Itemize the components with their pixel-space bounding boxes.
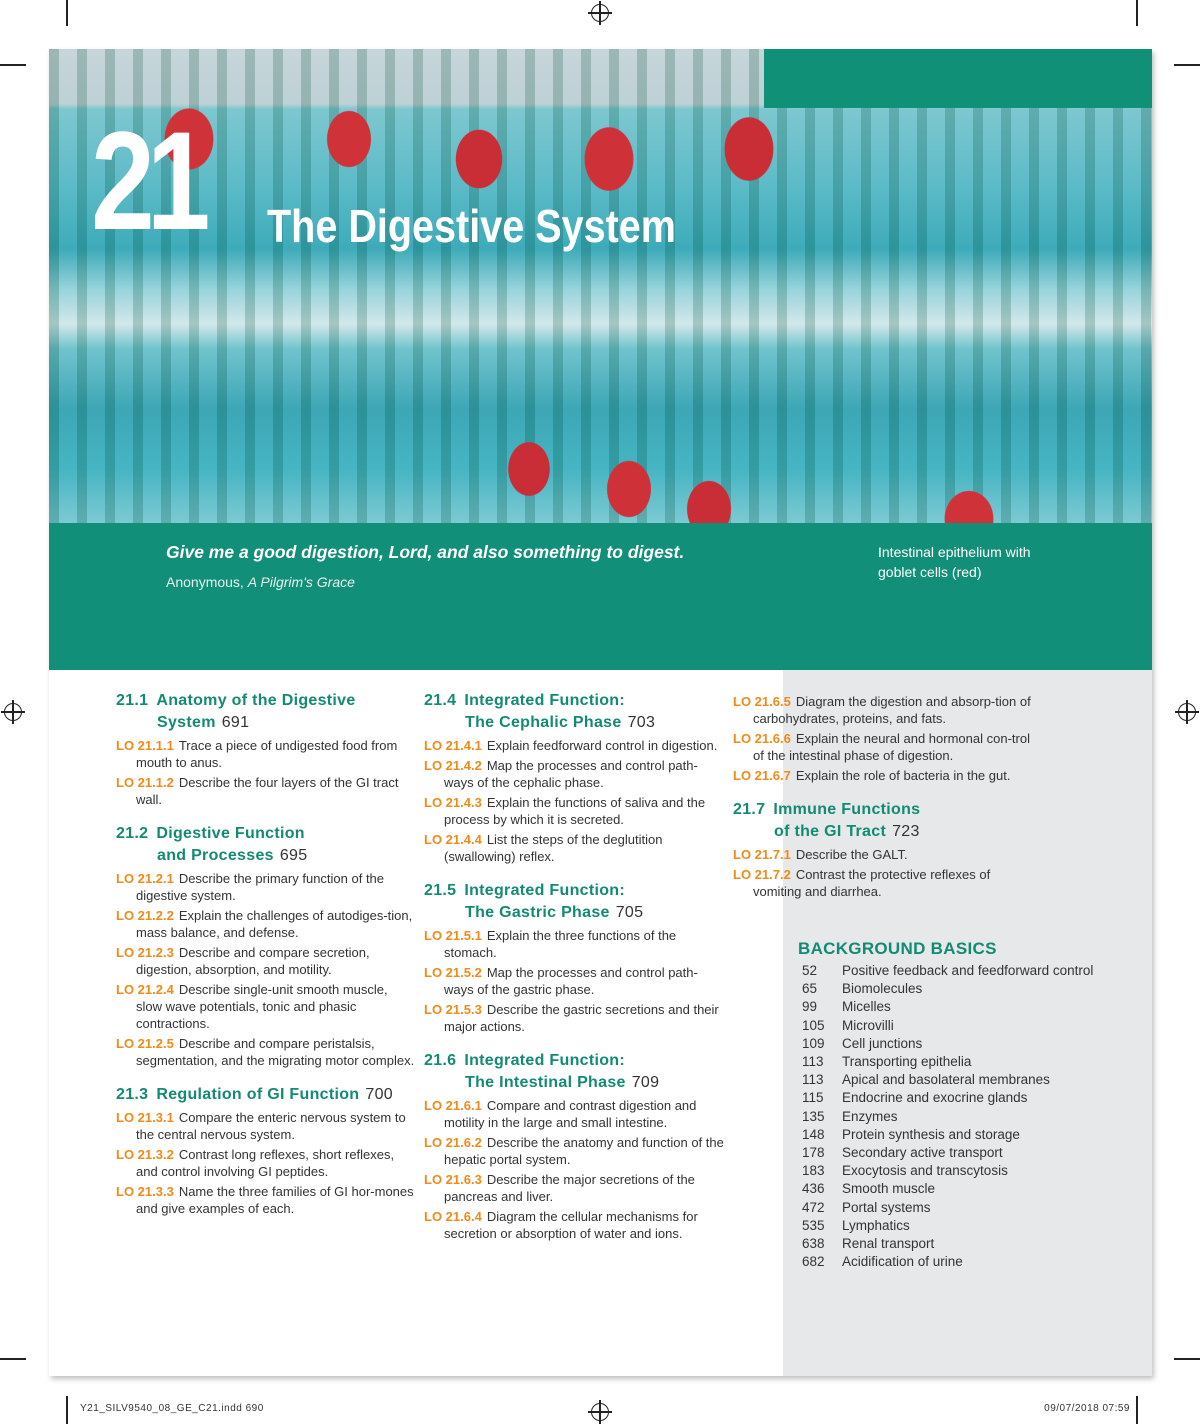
section-title: Integrated Function: <box>464 882 625 899</box>
bb-topic: Endocrine and exocrine glands <box>842 1090 1028 1106</box>
lo-code: LO 21.2.5 <box>116 1036 174 1051</box>
section-page: 691 <box>221 714 250 731</box>
learning-objective <box>116 1146 416 1180</box>
bb-page: 52 <box>802 963 818 978</box>
learning-objective <box>733 730 1033 764</box>
lo-text: Describe single-unit smooth muscle, slow wave potentials, tonic and phasic contractions. <box>136 982 388 1031</box>
section-number: 21.3 <box>116 1086 149 1103</box>
learning-objective <box>733 866 1033 900</box>
section-heading <box>116 1084 416 1106</box>
learning-objective <box>116 944 416 978</box>
epigraph-source: A Pilgrim's Grace <box>247 574 355 590</box>
lo-code: LO 21.6.1 <box>424 1098 482 1113</box>
lo-text: Contrast the protective reflexes of vomiting and diarrhea. <box>753 867 991 899</box>
section-title-line2: The Cephalic Phase <box>465 714 622 731</box>
learning-objective <box>116 1183 416 1217</box>
lo-code: LO 21.6.6 <box>733 731 791 746</box>
lo-text: Name the three families of GI hor-mones and give examples of each. <box>136 1184 414 1216</box>
section-title: Anatomy of the Digestive <box>156 692 356 709</box>
section-page: 705 <box>615 904 644 921</box>
epigraph-attribution <box>166 574 355 590</box>
section-title-line2: The Gastric Phase <box>465 904 610 921</box>
section-number: 21.2 <box>116 825 149 842</box>
background-basics-item <box>802 1199 1102 1217</box>
lo-code: LO 21.5.2 <box>424 965 482 980</box>
background-basics-item <box>802 1035 1102 1053</box>
background-basics-list <box>802 962 1102 1271</box>
learning-objective <box>424 1097 724 1131</box>
lo-text: Explain the three functions of the stomach. <box>444 928 677 960</box>
learning-objective <box>424 757 724 791</box>
bb-page: 65 <box>802 981 818 997</box>
bb-topic: Apical and basolateral membranes <box>842 1072 1050 1088</box>
bb-topic: Micelles <box>842 999 891 1015</box>
lo-text: Explain feedforward control in digestion. <box>486 738 718 753</box>
lo-text: Map the processes and control path-ways of the gastric phase. <box>444 965 698 997</box>
lo-code: LO 21.7.1 <box>733 847 791 862</box>
learning-objective <box>424 831 724 865</box>
section-page: 700 <box>365 1086 393 1103</box>
lo-code: LO 21.6.5 <box>733 694 791 709</box>
learning-objective <box>116 870 416 904</box>
background-basics-item <box>802 1089 1102 1107</box>
toc-section <box>116 690 416 808</box>
section-title: Immune Functions <box>773 801 921 818</box>
learning-objective <box>116 1109 416 1143</box>
bb-page: 535 <box>802 1217 825 1233</box>
epigraph-author: Anonymous, <box>166 574 248 590</box>
lo-text: Describe the primary function of the digestive system. <box>136 871 385 903</box>
lo-code: LO 21.6.2 <box>424 1135 482 1150</box>
crop-mark <box>1174 64 1200 66</box>
bb-page: 183 <box>802 1163 825 1179</box>
lo-code: LO 21.3.1 <box>116 1110 174 1125</box>
crop-mark <box>1136 0 1138 26</box>
bb-page: 115 <box>802 1090 824 1106</box>
bb-page: 109 <box>802 1035 825 1051</box>
bb-page: 178 <box>802 1145 825 1161</box>
lo-text: Describe the GALT. <box>795 847 908 862</box>
bb-topic: Protein synthesis and storage <box>842 1126 1020 1142</box>
lo-code: LO 21.2.2 <box>116 908 174 923</box>
section-title-line2-wrap <box>116 712 416 734</box>
lo-code: LO 21.5.1 <box>424 928 482 943</box>
toc-section <box>116 1084 416 1217</box>
background-basics-item <box>802 980 1102 998</box>
background-basics-item <box>802 962 1102 980</box>
section-number: 21.1 <box>116 692 149 709</box>
lo-code: LO 21.6.7 <box>733 768 791 783</box>
learning-objective <box>424 794 724 828</box>
chapter-number: 21 <box>91 102 203 259</box>
section-heading <box>733 799 1033 843</box>
learning-objective <box>733 846 1033 863</box>
crop-mark <box>0 1358 26 1360</box>
toc-column-2 <box>424 690 724 1257</box>
section-title-line2: System <box>157 714 216 731</box>
toc-section <box>733 799 1033 900</box>
bb-topic: Transporting epithelia <box>842 1054 972 1070</box>
registration-mark-icon <box>4 703 22 721</box>
background-basics-item <box>802 1017 1102 1035</box>
learning-objective <box>733 693 1033 727</box>
crop-mark <box>66 1396 68 1424</box>
learning-objective <box>733 767 1033 784</box>
background-basics-item <box>802 1071 1102 1089</box>
background-basics-item <box>802 1108 1102 1126</box>
crop-mark <box>66 0 68 26</box>
toc-section <box>116 823 416 1069</box>
background-basics-item <box>802 1126 1102 1144</box>
epigraph-quote: Give me a good digestion, Lord, and also something to digest. <box>166 542 685 562</box>
lo-text: Describe the major secretions of the pancreas and liver. <box>444 1172 695 1204</box>
learning-objective <box>424 1208 724 1242</box>
bb-page: 113 <box>802 1054 824 1070</box>
section-heading <box>424 880 724 924</box>
bb-topic: Lymphatics <box>842 1217 910 1233</box>
lo-text: Diagram the digestion and absorp-tion of carbohydrates, proteins, and fats. <box>753 694 1031 726</box>
lo-text: Describe the four layers of the GI tract wall. <box>136 775 399 807</box>
bb-page: 113 <box>802 1072 824 1088</box>
section-title-line2-wrap <box>116 845 416 867</box>
background-basics-item <box>802 1144 1102 1162</box>
background-basics-item <box>802 1253 1102 1271</box>
toc-section <box>424 1050 724 1242</box>
section-heading <box>116 690 416 734</box>
section-number: 21.7 <box>733 801 766 818</box>
section-title: Regulation of GI Function <box>156 1086 360 1103</box>
learning-objective <box>116 981 416 1032</box>
learning-objective <box>424 737 724 754</box>
section-page: 695 <box>279 847 308 864</box>
bb-page: 135 <box>802 1108 825 1124</box>
lo-code: LO 21.4.1 <box>424 738 482 753</box>
crop-mark <box>1174 1358 1200 1360</box>
learning-objective <box>424 1171 724 1205</box>
toc-column-3 <box>733 690 1033 915</box>
learning-objective <box>116 1035 416 1069</box>
lo-text: Map the processes and control path-ways of the cephalic phase. <box>444 758 698 790</box>
lo-code: LO 21.4.4 <box>424 832 482 847</box>
crop-mark <box>0 64 26 66</box>
section-title-line2: and Processes <box>157 847 274 864</box>
lo-code: LO 21.1.2 <box>116 775 174 790</box>
section-title-line2-wrap <box>424 902 724 924</box>
footer-file-info: Y21_SILV9540_08_GE_C21.indd 690 <box>80 1403 264 1414</box>
section-heading <box>116 823 416 867</box>
hero-micrograph <box>49 49 1152 523</box>
registration-mark-icon <box>591 4 609 22</box>
lo-code: LO 21.2.1 <box>116 871 174 886</box>
lo-text: Explain the functions of saliva and the process by which it is secreted. <box>444 795 706 827</box>
bb-topic: Portal systems <box>842 1199 931 1215</box>
bb-topic: Positive feedback and feedforward control <box>842 963 1094 978</box>
toc-section-continued <box>733 693 1033 784</box>
bb-topic: Enzymes <box>842 1108 898 1124</box>
bb-topic: Exocytosis and transcytosis <box>842 1163 1008 1179</box>
bb-topic: Cell junctions <box>842 1035 923 1051</box>
bb-topic: Smooth muscle <box>842 1181 936 1197</box>
section-title-line2: of the GI Tract <box>774 823 887 840</box>
quote-band <box>49 523 1152 670</box>
section-page: 723 <box>892 823 920 840</box>
background-basics-item <box>802 1053 1102 1071</box>
section-title: Integrated Function: <box>464 1052 625 1069</box>
section-title-line2-wrap <box>424 712 724 734</box>
background-basics-item <box>802 1180 1102 1198</box>
learning-objective <box>116 907 416 941</box>
section-number: 21.6 <box>424 1052 457 1069</box>
lo-code: LO 21.3.2 <box>116 1147 174 1162</box>
bb-page: 436 <box>802 1181 825 1197</box>
bb-topic: Acidification of urine <box>842 1254 963 1270</box>
background-basics-item <box>802 998 1102 1016</box>
bb-page: 638 <box>802 1236 825 1252</box>
bb-page: 148 <box>802 1126 825 1142</box>
learning-objective <box>424 1134 724 1168</box>
footer-timestamp: 09/07/2018 07:59 <box>1044 1403 1130 1414</box>
background-basics-item <box>802 1235 1102 1253</box>
lo-code: LO 21.4.2 <box>424 758 482 773</box>
learning-objective <box>116 774 416 808</box>
toc-column-1 <box>116 690 416 1232</box>
chapter-title: The Digestive System <box>267 200 676 252</box>
lo-code: LO 21.2.4 <box>116 982 174 997</box>
lo-text: Explain the neural and hormonal con-trol of the intestinal phase of digestion. <box>753 731 1030 763</box>
bb-topic: Biomolecules <box>842 981 923 997</box>
image-caption: Intestinal epithelium with goblet cells (red) <box>878 544 1031 580</box>
toc-section <box>424 880 724 1035</box>
lo-text: Describe and compare secretion, digestion, absorption, and motility. <box>136 945 370 977</box>
lo-text: Trace a piece of undigested food from mouth to anus. <box>136 738 398 770</box>
lo-text: Describe the anatomy and function of the hepatic portal system. <box>444 1135 724 1167</box>
section-title-line2: The Intestinal Phase <box>465 1074 626 1091</box>
section-title-line2-wrap <box>424 1072 724 1094</box>
background-basics-title: BACKGROUND BASICS <box>798 939 997 958</box>
section-heading <box>424 690 724 734</box>
learning-objective <box>424 927 724 961</box>
lo-code: LO 21.3.3 <box>116 1184 174 1199</box>
lo-text: Diagram the cellular mechanisms for secretion or absorption of water and ions. <box>444 1209 698 1241</box>
lo-text: Describe and compare peristalsis, segmentation, and the migrating motor complex. <box>136 1036 415 1068</box>
section-title: Digestive Function <box>156 825 305 842</box>
lo-text: Compare and contrast digestion and motility in the large and small intestine. <box>444 1098 697 1130</box>
section-title: Integrated Function: <box>464 692 625 709</box>
background-basics-item <box>802 1217 1102 1235</box>
lo-text: Explain the challenges of autodiges-tion, mass balance, and defense. <box>136 908 413 940</box>
bb-page: 105 <box>802 1017 825 1033</box>
section-number: 21.4 <box>424 692 457 709</box>
bb-page: 99 <box>802 999 818 1015</box>
lo-code: LO 21.1.1 <box>116 738 174 753</box>
section-page: 709 <box>631 1074 660 1091</box>
green-tab <box>764 49 1152 108</box>
section-title-line2-wrap <box>733 821 1033 843</box>
bb-topic: Microvilli <box>842 1017 894 1033</box>
crop-mark <box>1136 1396 1138 1424</box>
lo-text: Contrast long reflexes, short reflexes, and control involving GI peptides. <box>136 1147 395 1179</box>
lo-text: Explain the role of bacteria in the gut. <box>795 768 1011 783</box>
bb-topic: Secondary active transport <box>842 1145 1003 1161</box>
lo-text: Compare the enteric nervous system to the central nervous system. <box>136 1110 406 1142</box>
registration-mark-icon <box>591 1403 609 1421</box>
toc-section <box>424 690 724 865</box>
bb-page: 682 <box>802 1254 825 1270</box>
section-heading <box>424 1050 724 1094</box>
lo-code: LO 21.2.3 <box>116 945 174 960</box>
lo-text: List the steps of the deglutition (swallowing) reflex. <box>444 832 663 864</box>
lo-code: LO 21.4.3 <box>424 795 482 810</box>
lo-code: LO 21.6.3 <box>424 1172 482 1187</box>
lo-code: LO 21.6.4 <box>424 1209 482 1224</box>
lo-text: Describe the gastric secretions and their major actions. <box>444 1002 719 1034</box>
bb-page: 472 <box>802 1199 825 1215</box>
lo-code: LO 21.5.3 <box>424 1002 482 1017</box>
learning-objective <box>424 964 724 998</box>
lo-code: LO 21.7.2 <box>733 867 791 882</box>
section-page: 703 <box>627 714 656 731</box>
bb-topic: Renal transport <box>842 1236 935 1252</box>
registration-mark-icon <box>1178 703 1196 721</box>
background-basics-item <box>802 1162 1102 1180</box>
learning-objective <box>424 1001 724 1035</box>
learning-objective <box>116 737 416 771</box>
section-number: 21.5 <box>424 882 457 899</box>
